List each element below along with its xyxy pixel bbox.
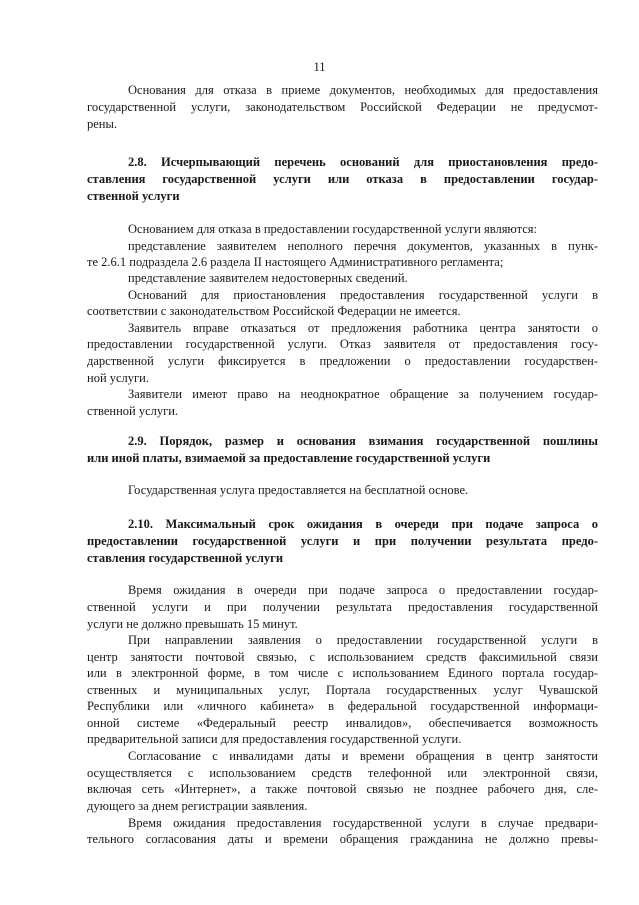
text-line: Республики или «личного кабинета» в федеральной государственной информаци-	[87, 699, 598, 713]
text-line: дующего за днем регистрации заявления.	[87, 799, 308, 813]
text-line: государственной услуги, законодательством Российской Федерации не предусмот-	[87, 100, 598, 114]
text-line: представление заявителем недостоверных сведений.	[128, 271, 408, 285]
text-line: центр занятости почтовой связью, с использованием средств факсимильной связи	[87, 650, 598, 664]
text-line: ственной услуги и при получении результата предоставления государственной	[87, 600, 598, 614]
text-line: Время ожидания в очереди при подаче запроса о предоставлении государ-	[128, 583, 598, 597]
text-line: онной системе «Федеральный реестр инвалидов», обеспечивается возможность	[87, 716, 598, 730]
text-line: предварительной записи для предоставления государственной услуги.	[87, 732, 462, 746]
text-line: соответствии с законодательством Российской Федерации не имеется.	[87, 304, 461, 318]
section-heading-line: предоставлении государственной услуги и при получении результата предо-	[87, 534, 598, 548]
text-line: Время ожидания предоставления государственной услуги в случае предвари-	[128, 816, 598, 830]
section-heading-line: ставления государственной услуги	[87, 551, 284, 565]
text-line: тельного согласования даты и времени обращения гражданина не должно превы-	[87, 832, 598, 846]
text-line: предоставлении государственной услуги. Отказ заявителя от предоставления госу-	[87, 337, 598, 351]
text-line: ственных и муниципальных услуг, Портала государственных услуг Чувашской	[87, 683, 598, 697]
text-line: ной услуги.	[87, 371, 149, 385]
text-line: представление заявителем неполного перечня документов, указанных в пунк-	[128, 239, 598, 253]
section-heading-line: 2.9. Порядок, размер и основания взимания государственной пошлины	[128, 434, 598, 448]
text-line: ственной услуги.	[87, 404, 179, 418]
section-heading-line: 2.10. Максимальный срок ожидания в очереди при подаче запроса о	[128, 517, 598, 531]
text-line: услуги не должно превышать 15 минут.	[87, 617, 298, 631]
text-line: включая сеть «Интернет», а также почтовой связью не позднее рабочего дня, сле-	[87, 782, 598, 796]
text-line: Заявитель вправе отказаться от предложения работника центра занятости о	[128, 321, 598, 335]
text-line: или в электронной форме, в том числе с использованием Единого портала государ-	[87, 666, 598, 680]
section-heading-line: или иной платы, взимаемой за предоставление государственной услуги	[87, 451, 491, 465]
section-heading-line: ставления государственной услуги или отказа в предоставлении государ-	[87, 172, 598, 186]
text-line: осуществляется с использованием средств телефонной или электронной связи,	[87, 766, 598, 780]
text-line: рены.	[87, 117, 118, 131]
text-line: те 2.6.1 подраздела 2.6 раздела II настоящего Административного регламента;	[87, 255, 504, 269]
text-line: Согласование с инвалидами даты и времени обращения в центр занятости	[128, 749, 598, 763]
text-line: дарственной услуги фиксируется в предложении о предоставлении государствен-	[87, 354, 598, 368]
page-number: 11	[313, 60, 326, 74]
text-line: Оснований для приостановления предоставления государственной услуги в	[128, 288, 598, 302]
text-line: Основания для отказа в приеме документов, необходимых для предоставления	[128, 83, 598, 97]
text-line: Заявители имеют право на неоднократное обращение за получением государ-	[128, 387, 598, 401]
text-line: Основанием для отказа в предоставлении государственной услуги являются:	[128, 222, 537, 236]
text-line: При направлении заявления о предоставлении государственной услуги в	[128, 633, 598, 647]
text-line: Государственная услуга предоставляется на бесплатной основе.	[128, 483, 469, 497]
section-heading-line: ственной услуги	[87, 189, 180, 203]
section-heading-line: 2.8. Исчерпывающий перечень оснований для приостановления предо-	[128, 155, 598, 169]
